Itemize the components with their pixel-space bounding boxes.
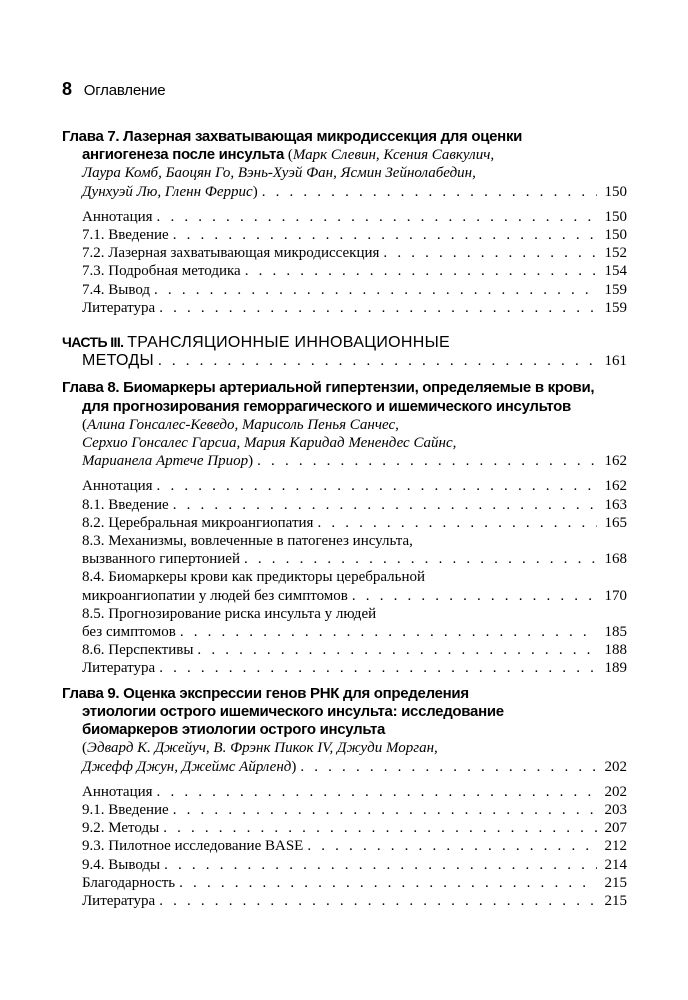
entry-label: 9.1. Введение <box>82 801 169 818</box>
leader-dots <box>317 514 597 532</box>
toc-entry <box>82 477 627 495</box>
entry-page: 150 <box>604 227 627 244</box>
toc-entry <box>82 837 627 855</box>
chapter-8-title-line2: для прогнозирования геморрагического и ишемического инсультов <box>82 397 571 415</box>
chapter-8-title-line1: Глава 8. Биомаркеры артериальной гипертензии, определяемые в крови, <box>62 379 595 397</box>
entry-page: 215 <box>604 874 627 891</box>
leader-dots <box>244 550 597 568</box>
leader-dots <box>159 892 597 910</box>
toc-entry <box>82 819 627 837</box>
chapter-7 <box>62 128 627 317</box>
entry-page: 163 <box>604 496 627 513</box>
leader-dots <box>158 352 597 370</box>
leader-dots <box>163 819 597 837</box>
entry-label: 7.4. Вывод <box>82 281 151 298</box>
leader-dots <box>173 801 597 819</box>
leader-dots <box>300 758 597 776</box>
chapter-8 <box>62 379 627 677</box>
toc-entry <box>82 568 627 604</box>
entry-label: 9.4. Выводы <box>82 856 161 873</box>
chapter-9 <box>62 685 627 910</box>
entry-page: 202 <box>604 783 627 800</box>
entry-page: 215 <box>604 892 627 909</box>
leader-dots <box>159 659 597 677</box>
entry-label: вызванного гипертонией <box>82 551 240 568</box>
part-label: ЧАСТЬ III. <box>62 334 124 351</box>
entry-page: 165 <box>604 514 627 531</box>
leader-dots <box>245 262 597 280</box>
chapter-9-title-line2: этиологии острого ишемического инсульта: исследование <box>82 702 504 720</box>
entry-label: 7.3. Подробная методика <box>82 263 241 280</box>
entry-label: Литература <box>82 660 156 677</box>
leader-dots <box>173 226 597 244</box>
part-title-line2: МЕТОДЫ <box>82 352 154 370</box>
part-title-line1: ТРАНСЛЯЦИОННЫЕ ИННОВАЦИОННЫЕ <box>127 334 451 352</box>
entry-page: 150 <box>604 208 627 225</box>
leader-dots <box>262 183 597 201</box>
leader-dots <box>157 477 597 495</box>
entry-label: 9.3. Пилотное исследование BASE <box>82 838 304 855</box>
chapter-9-page: 202 <box>604 758 627 775</box>
table-of-contents <box>62 128 627 917</box>
entry-label-line1: 8.3. Механизмы, вовлеченные в патогенез инсульта, <box>82 533 413 550</box>
chapter-9-heading: Глава 9. Оценка экспрессии генов РНК для определения этиологии острого ишемического инсульта: исследование биомаркеров этиологии острого инсульта (Эдвард К. Джейуч, В. Фрэнк Пикок IV, Джуди Морган, Джефф Джун, Джеймс Айрленд) . . . 202 <box>62 685 627 776</box>
toc-entry <box>82 281 627 299</box>
entry-page: 162 <box>604 478 627 495</box>
entry-page: 214 <box>604 856 627 873</box>
entry-page: 154 <box>604 263 627 280</box>
entry-label: 8.2. Церебральная микроангиопатия <box>82 514 314 531</box>
leader-dots <box>180 623 597 641</box>
chapter-8-entries <box>62 477 627 677</box>
entry-label: Аннотация <box>82 783 153 800</box>
chapter-7-title-line2: ангиогенеза после инсульта <box>82 146 285 164</box>
entry-label: без симптомов <box>82 624 176 641</box>
entry-page: 212 <box>604 838 627 855</box>
leader-dots <box>159 299 597 317</box>
chapter-7-page: 150 <box>604 183 627 200</box>
chapter-7-entries <box>62 208 627 317</box>
entry-label-line1: 8.4. Биомаркеры крови как предикторы церебральной <box>82 569 426 586</box>
entry-label: 7.1. Введение <box>82 227 169 244</box>
leader-dots <box>257 452 597 470</box>
entry-page: 159 <box>604 281 627 298</box>
leader-dots <box>352 587 597 605</box>
toc-entry <box>82 783 627 801</box>
chapter-7-authors-line1: Марк Слевин, Ксения Савкулич, <box>292 147 495 164</box>
toc-entry <box>82 641 627 659</box>
toc-entry <box>82 605 627 641</box>
part-3-page: 161 <box>604 353 627 370</box>
toc-entry <box>82 244 627 262</box>
chapter-8-authors-line1: Алина Гонсалес-Кеведо, Марисоль Пенья Санчес, <box>87 416 399 433</box>
entry-label: Аннотация <box>82 478 153 495</box>
leader-dots <box>307 837 597 855</box>
entry-label: микроангиопатии у людей без симптомов <box>82 587 348 604</box>
entry-label: Аннотация <box>82 208 153 225</box>
toc-entry <box>82 226 627 244</box>
entry-page: 207 <box>604 820 627 837</box>
leader-dots <box>173 496 597 514</box>
chapter-8-page: 162 <box>604 453 627 470</box>
entry-label: 7.2. Лазерная захватывающая микродиссекция <box>82 245 380 262</box>
entry-label: Благодарность <box>82 874 176 891</box>
entry-label: Литература <box>82 299 156 316</box>
leader-dots <box>157 783 597 801</box>
entry-page: 185 <box>604 624 627 641</box>
toc-entry <box>82 532 627 568</box>
running-header <box>62 80 165 100</box>
toc-entry <box>82 892 627 910</box>
entry-page: 189 <box>604 660 627 677</box>
toc-entry <box>82 262 627 280</box>
toc-entry <box>82 208 627 226</box>
entry-label: Литература <box>82 892 156 909</box>
chapter-8-heading: Глава 8. Биомаркеры артериальной гипертензии, определяемые в крови, для прогнозирования геморрагического и ишемического инсультов (Алина Гонсалес-Кеведо, Марисоль Пенья Санчес, Серхио Гонсалес Гарсиа, Мария Каридад Менендес Сайнс, Марианела Артече Приор) . . . 162 <box>62 379 627 470</box>
chapter-7-title-line1: Глава 7. Лазерная захватывающая микродиссекция для оценки <box>62 128 523 145</box>
page-number: 8 <box>62 79 73 99</box>
leader-dots <box>179 874 597 892</box>
chapter-7-heading: Глава 7. Лазерная захватывающая микродиссекция для оценки ангиогенеза после инсульта (Марк Слевин, Ксения Савкулич, Лаура Комб, Баоцян Го, Вэнь-Хуэй Фан, Ясмин Зейнолабедин, Дунхуэй Лю, Гленн Феррис) . . . 150 <box>62 128 627 201</box>
toc-entry <box>82 514 627 532</box>
chapter-7-authors-line3: Дунхуэй Лю, Гленн Феррис <box>82 183 253 200</box>
leader-dots <box>383 244 597 262</box>
entry-label: 9.2. Методы <box>82 820 160 837</box>
entry-page: 168 <box>604 551 627 568</box>
part-3-heading <box>62 333 627 370</box>
leader-dots <box>197 641 597 659</box>
chapter-7-authors-line2: Лаура Комб, Баоцян Го, Вэнь-Хуэй Фан, Ясмин Зейнолабедин, <box>82 165 476 182</box>
leader-dots <box>154 281 597 299</box>
entry-label: 8.6. Перспективы <box>82 642 194 659</box>
toc-entry <box>82 659 627 677</box>
entry-page: 203 <box>604 801 627 818</box>
toc-entry <box>82 801 627 819</box>
entry-page: 188 <box>604 642 627 659</box>
leader-dots <box>164 856 597 874</box>
toc-entry <box>82 299 627 317</box>
toc-entry <box>82 874 627 892</box>
chapter-9-title-line3: биомаркеров этиологии острого инсульта <box>82 721 386 739</box>
toc-entry <box>82 856 627 874</box>
chapter-9-entries <box>62 783 627 910</box>
entry-page: 152 <box>604 245 627 262</box>
chapter-9-authors-line1: Эдвард К. Джейуч, В. Фрэнк Пикок IV, Джуди Морган, <box>87 740 438 757</box>
chapter-9-title-line1: Глава 9. Оценка экспрессии генов РНК для определения <box>62 684 469 702</box>
entry-label-line1: 8.5. Прогнозирование риска инсульта у людей <box>82 605 377 622</box>
toc-entry <box>82 496 627 514</box>
chapter-8-authors-line2: Серхио Гонсалес Гарсиа, Мария Каридад Менендес Сайнс, <box>82 435 457 452</box>
running-title: Оглавление <box>83 82 166 99</box>
chapter-9-authors-line2: Джефф Джун, Джеймс Айрленд <box>82 758 292 775</box>
entry-page: 159 <box>604 299 627 316</box>
chapter-8-authors-line3: Марианела Артече Приор <box>82 453 249 470</box>
entry-page: 170 <box>604 587 627 604</box>
leader-dots <box>157 208 597 226</box>
entry-label: 8.1. Введение <box>82 496 169 513</box>
